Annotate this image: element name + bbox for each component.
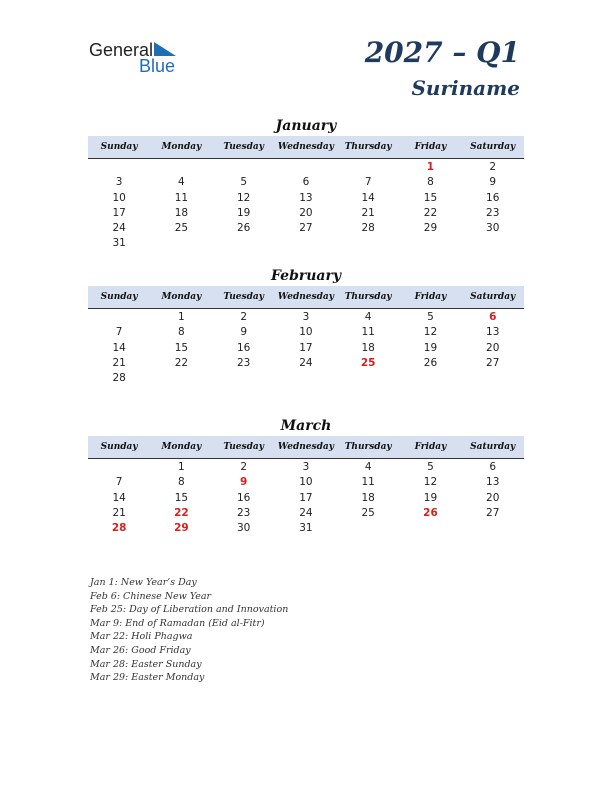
day-cell: 6 (489, 311, 497, 323)
week-row (88, 521, 524, 536)
day-cell: 3 (115, 176, 123, 189)
empty-day-cell (399, 521, 461, 536)
day-cell: 5 (427, 311, 434, 323)
day-cell: 23 (236, 506, 251, 519)
day-cell: 9 (240, 326, 247, 339)
day-cell: 16 (486, 191, 500, 204)
weekday-friday: Friday (414, 292, 447, 302)
holiday-note: Feb 25: Day of Liberation and Innovation (90, 604, 289, 616)
day-cell: 18 (361, 341, 375, 354)
day-cell: 17 (112, 206, 126, 219)
day-cell: 8 (178, 326, 185, 339)
empty-day-cell (213, 236, 275, 251)
week-row (88, 341, 524, 356)
holiday-note: Mar 29: Easter Monday (90, 672, 205, 684)
month-march (88, 416, 524, 536)
week-row (88, 371, 524, 386)
empty-day-cell (337, 236, 399, 251)
day-cell: 21 (361, 206, 375, 219)
month-name: March (280, 418, 332, 434)
day-cell: 31 (299, 522, 313, 535)
day-cell: 30 (486, 222, 500, 235)
day-cell: 25 (361, 506, 375, 519)
day-cell: 8 (427, 176, 434, 189)
day-cell: 4 (364, 461, 372, 473)
day-cell: 18 (361, 491, 375, 504)
day-cell: 23 (486, 206, 500, 219)
day-cell: 12 (423, 476, 438, 489)
empty-day-cell (337, 371, 399, 386)
weekday-thursday: Thursday (344, 292, 392, 302)
day-cell: 14 (112, 341, 126, 354)
day-cell: 27 (486, 506, 500, 519)
week-row (88, 160, 524, 175)
holiday-note: Mar 28: Easter Sunday (90, 658, 202, 670)
day-cell: 15 (174, 491, 189, 504)
day-cell: 1 (426, 161, 435, 173)
weekday-sunday: Sunday (100, 292, 138, 302)
day-cell: 4 (364, 311, 372, 323)
empty-day-cell (462, 236, 524, 251)
weekday-saturday: Saturday (470, 292, 516, 302)
day-cell: 2 (240, 461, 247, 473)
weekday-monday: Monday (161, 142, 202, 152)
day-cell: 28 (111, 522, 127, 535)
holiday-note: Mar 9: End of Ramadan (Eid al-Fitr) (90, 617, 265, 629)
day-cell: 13 (299, 191, 313, 204)
weekday-tuesday: Tuesday (223, 142, 264, 152)
week-row (88, 475, 524, 490)
week-row (88, 460, 524, 475)
holiday-note: Feb 6: Chinese New Year (90, 590, 212, 602)
week-row (88, 206, 524, 221)
day-cell: 25 (174, 222, 189, 235)
day-cell: 14 (361, 191, 375, 204)
empty-day-cell (150, 160, 212, 175)
empty-day-cell (337, 521, 399, 536)
day-cell: 1 (178, 461, 185, 473)
weekday-wednesday: Wednesday (277, 142, 334, 152)
empty-day-cell (150, 236, 212, 251)
day-cell: 20 (299, 206, 313, 219)
day-cell: 27 (299, 222, 313, 235)
day-cell: 16 (236, 341, 251, 354)
empty-day-cell (275, 236, 337, 251)
brand-logo (89, 40, 189, 80)
brand-triangle-icon (154, 42, 176, 56)
empty-day-cell (399, 236, 461, 251)
day-cell: 20 (486, 341, 500, 354)
month-name: February (270, 268, 341, 284)
day-cell: 7 (364, 176, 372, 189)
day-cell: 7 (115, 326, 123, 339)
weekday-thursday: Thursday (344, 142, 392, 152)
day-cell: 2 (489, 161, 497, 173)
week-row (88, 175, 524, 190)
day-cell: 29 (174, 522, 189, 535)
day-cell: 22 (174, 506, 189, 519)
day-cell: 17 (299, 491, 313, 504)
weekday-header-row (88, 136, 524, 159)
weekday-friday: Friday (414, 442, 447, 452)
day-cell: 6 (489, 461, 497, 473)
day-cell: 18 (174, 206, 189, 219)
empty-day-cell (88, 160, 150, 175)
day-cell: 28 (361, 222, 375, 235)
day-cell: 11 (174, 191, 189, 204)
day-cell: 3 (302, 311, 310, 323)
week-row (88, 491, 524, 506)
day-cell: 17 (299, 341, 313, 354)
day-cell: 23 (236, 356, 251, 369)
day-cell: 6 (302, 176, 310, 189)
day-cell: 24 (299, 506, 313, 519)
day-cell: 22 (174, 356, 189, 369)
empty-day-cell (88, 460, 150, 475)
day-cell: 16 (236, 491, 251, 504)
day-cell: 25 (360, 356, 376, 369)
weekday-saturday: Saturday (470, 142, 516, 152)
country-name: Suriname (411, 76, 520, 100)
day-cell: 21 (112, 356, 126, 369)
empty-day-cell (337, 160, 399, 175)
holiday-note: Mar 26: Good Friday (90, 644, 191, 656)
holiday-notes (90, 576, 288, 685)
day-cell: 20 (486, 491, 500, 504)
brand-name-blue: Blue (139, 56, 176, 76)
weekday-monday: Monday (161, 442, 202, 452)
weekday-wednesday: Wednesday (277, 292, 334, 302)
day-cell: 13 (486, 326, 500, 339)
empty-day-cell (88, 310, 150, 325)
day-cell: 26 (423, 356, 438, 369)
day-cell: 19 (236, 206, 251, 219)
day-cell: 5 (240, 176, 247, 189)
page-title: 2027 – Q1 (364, 36, 520, 69)
weekday-tuesday: Tuesday (223, 292, 264, 302)
empty-day-cell (462, 521, 524, 536)
day-cell: 14 (112, 491, 126, 504)
weekday-wednesday: Wednesday (277, 442, 334, 452)
day-cell: 31 (112, 237, 126, 250)
day-cell: 11 (361, 476, 375, 489)
day-cell: 10 (299, 326, 313, 339)
day-cell: 28 (112, 372, 126, 385)
day-cell: 4 (178, 176, 185, 189)
empty-day-cell (150, 371, 212, 386)
day-cell: 2 (240, 311, 247, 323)
day-cell: 7 (115, 476, 123, 489)
month-february (88, 266, 524, 386)
weekday-sunday: Sunday (100, 442, 138, 452)
day-cell: 8 (178, 476, 185, 489)
weekday-header-row (88, 436, 524, 459)
week-row (88, 236, 524, 251)
holiday-note: Jan 1: New Year’s Day (90, 577, 197, 588)
week-row (88, 356, 524, 371)
empty-day-cell (213, 160, 275, 175)
day-cell: 15 (174, 341, 189, 354)
day-cell: 5 (427, 461, 434, 473)
day-cell: 22 (423, 206, 438, 219)
day-cell: 15 (423, 191, 438, 204)
day-cell: 19 (423, 341, 438, 354)
day-cell: 24 (299, 356, 313, 369)
day-cell: 27 (486, 356, 500, 369)
week-row (88, 506, 524, 521)
empty-day-cell (213, 371, 275, 386)
day-cell: 10 (112, 191, 126, 204)
day-cell: 13 (486, 476, 500, 489)
weekday-header-row (88, 286, 524, 309)
day-cell: 1 (178, 311, 185, 323)
empty-day-cell (462, 371, 524, 386)
week-row (88, 310, 524, 325)
weekday-friday: Friday (414, 142, 447, 152)
day-cell: 9 (489, 176, 497, 189)
week-row (88, 325, 524, 340)
holiday-note: Mar 22: Holi Phagwa (90, 631, 193, 643)
empty-day-cell (275, 160, 337, 175)
day-cell: 9 (240, 476, 248, 489)
weekday-sunday: Sunday (100, 142, 138, 152)
brand-name-general: General (89, 40, 154, 60)
day-cell: 19 (423, 491, 438, 504)
week-row (88, 191, 524, 206)
day-cell: 26 (236, 222, 251, 235)
month-january (88, 116, 524, 252)
day-cell: 12 (236, 191, 251, 204)
weekday-monday: Monday (161, 292, 202, 302)
empty-day-cell (275, 371, 337, 386)
day-cell: 29 (423, 222, 438, 235)
day-cell: 12 (423, 326, 438, 339)
day-cell: 26 (423, 506, 438, 519)
weekday-saturday: Saturday (470, 442, 516, 452)
weekday-thursday: Thursday (344, 442, 392, 452)
month-name: January (275, 118, 337, 134)
day-cell: 3 (302, 461, 310, 473)
week-row (88, 221, 524, 236)
empty-day-cell (399, 371, 461, 386)
weekday-tuesday: Tuesday (223, 442, 264, 452)
day-cell: 24 (112, 222, 126, 235)
day-cell: 10 (299, 476, 313, 489)
day-cell: 11 (361, 326, 375, 339)
day-cell: 30 (236, 522, 251, 535)
day-cell: 21 (112, 506, 126, 519)
